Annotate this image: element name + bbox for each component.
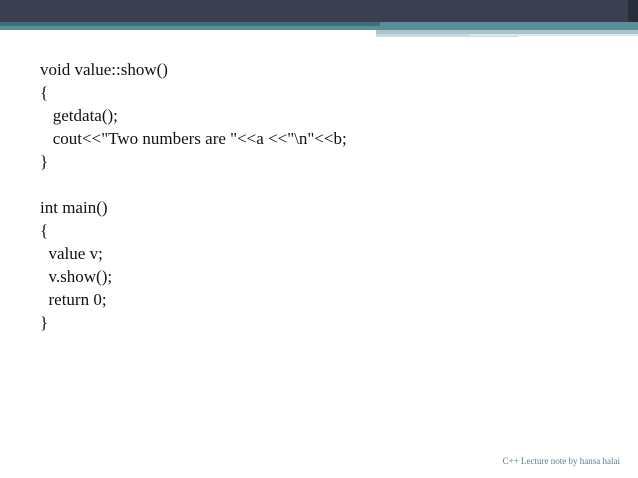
code-line: } [40,152,49,171]
code-block [40,58,347,334]
code-line: int main() [40,198,108,217]
code-line: } [40,313,49,332]
code-line [40,173,347,196]
code-line: void value::show() [40,60,168,79]
code-line: v.show(); [40,267,113,286]
footer-note: C++ Lecture note by hansa halai [502,456,620,466]
code-line: cout<<"Two numbers are "<<a <<"\n"<<b; [40,129,347,148]
header-band [0,0,638,22]
code-line: value v; [40,244,103,263]
code-line: return 0; [40,290,107,309]
code-line: { [40,221,49,240]
header-accent-line [470,34,638,36]
code-line: getdata(); [40,106,118,125]
code-line: { [40,83,49,102]
header-teal-strip-dark [0,22,380,26]
header-band-edge [628,0,638,22]
